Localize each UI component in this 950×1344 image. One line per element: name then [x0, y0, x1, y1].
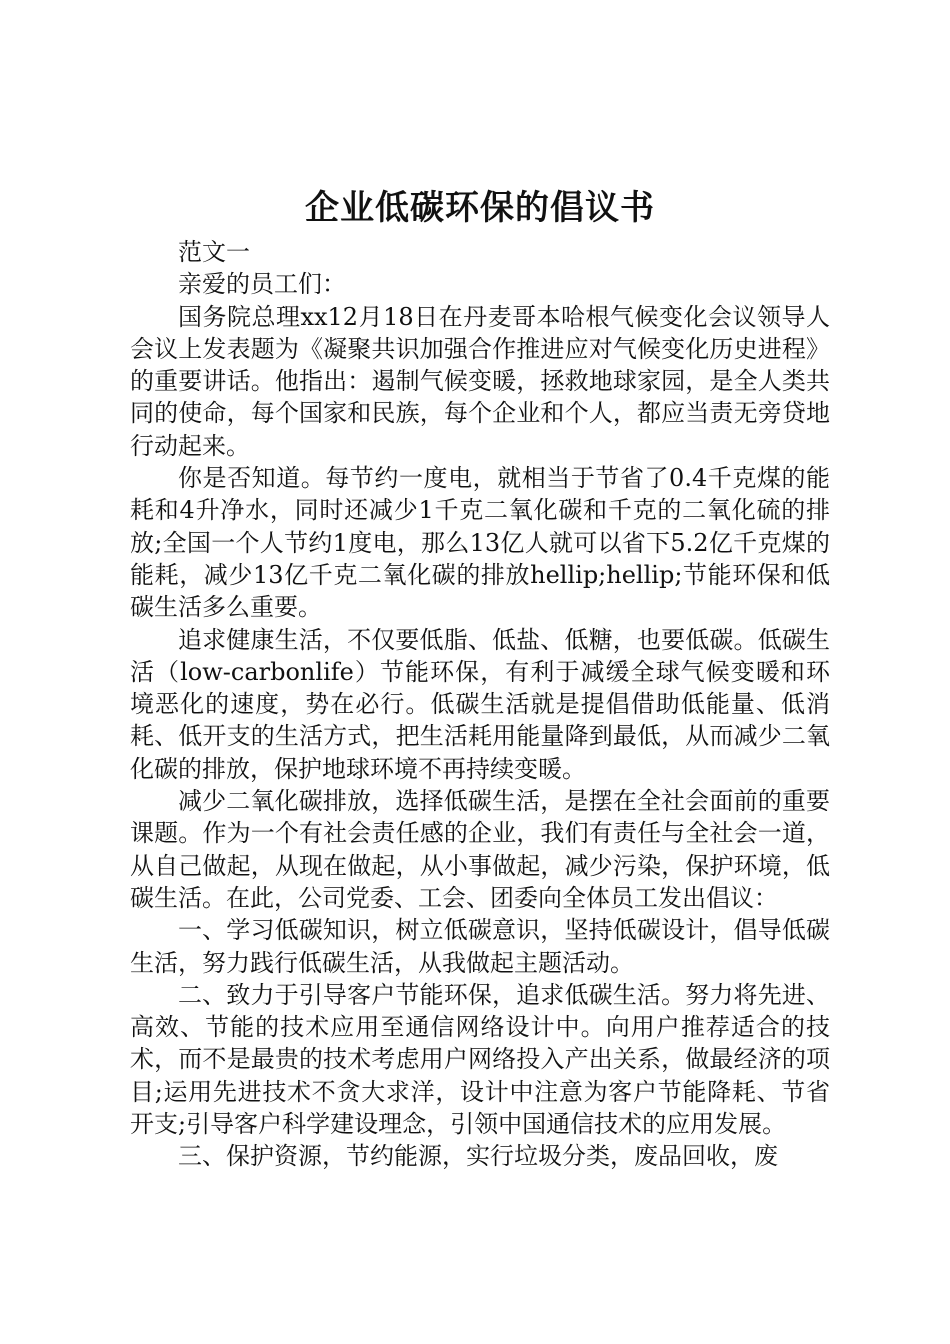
paragraph-body: 减少二氧化碳排放，选择低碳生活，是摆在全社会面前的重要课题。作为一个有社会责任感的企业，我们有责任与全社会一道，从自己做起，从现在做起，从小事做起，减少污染，保护环境，低碳生活。在此，公司党委、工会、团委向全体员工发出倡议：: [130, 787, 830, 912]
document-title: 企业低碳环保的倡议书: [305, 188, 655, 228]
paragraph-body: 你是否知道。每节约一度电，就相当于节省了0.4千克煤的能耗和4升净水，同时还减少1千克二氧化碳和千克的二氧化硫的排放;全国一个人节约1度电，那么13亿人就可以省下5.2亿千克煤的能耗，减少13亿千克二氧化碳的排放hellip;hellip;节能环保和低碳生活多么重要。: [130, 464, 830, 622]
paragraph-proposal-3: 三、保护资源，节约能源，实行垃圾分类，废品回收，废: [178, 1142, 778, 1171]
paragraph-proposal-2: 二、致力于引导客户节能环保，追求低碳生活。努力将先进、高效、节能的技术应用至通信网络设计中。向用户推荐适合的技术，而不是最贵的技术考虑用户网络投入产出关系，做最经济的项目;运用先进技术不贪大求洋，设计中注意为客户节能降耗、节省开支;引导客户科学建设理念，引领中国通信技术的应用发展。: [130, 980, 830, 1139]
paragraph-salutation: 亲爱的员工们：: [178, 270, 346, 299]
paragraph-body: 国务院总理xx12月18日在丹麦哥本哈根气候变化会议领导人会议上发表题为《凝聚共识加强合作推进应对气候变化历史进程》的重要讲话。他指出：遏制气候变暖，拯救地球家园，是全人类共同的使命，每个国家和民族，每个企业和个人，都应当责无旁贷地行动起来。: [130, 302, 830, 460]
paragraph-proposal-1: 一、学习低碳知识，树立低碳意识，坚持低碳设计，倡导低碳生活，努力践行低碳生活，从我做起主题活动。: [130, 916, 830, 977]
paragraph-label: 范文一: [178, 238, 250, 266]
document-page: [130, 180, 830, 1173]
paragraph-body: 追求健康生活，不仅要低脂、低盐、低糖，也要低碳。低碳生活（low-carbonlife）节能环保，有利于减缓全球气候变暖和环境恶化的速度，势在必行。低碳生活就是提倡借助低能量、低消耗、低开支的生活方式，把生活耗用能量降到最低，从而减少二氧化碳的排放，保护地球环境不再持续变暖。: [130, 625, 830, 783]
